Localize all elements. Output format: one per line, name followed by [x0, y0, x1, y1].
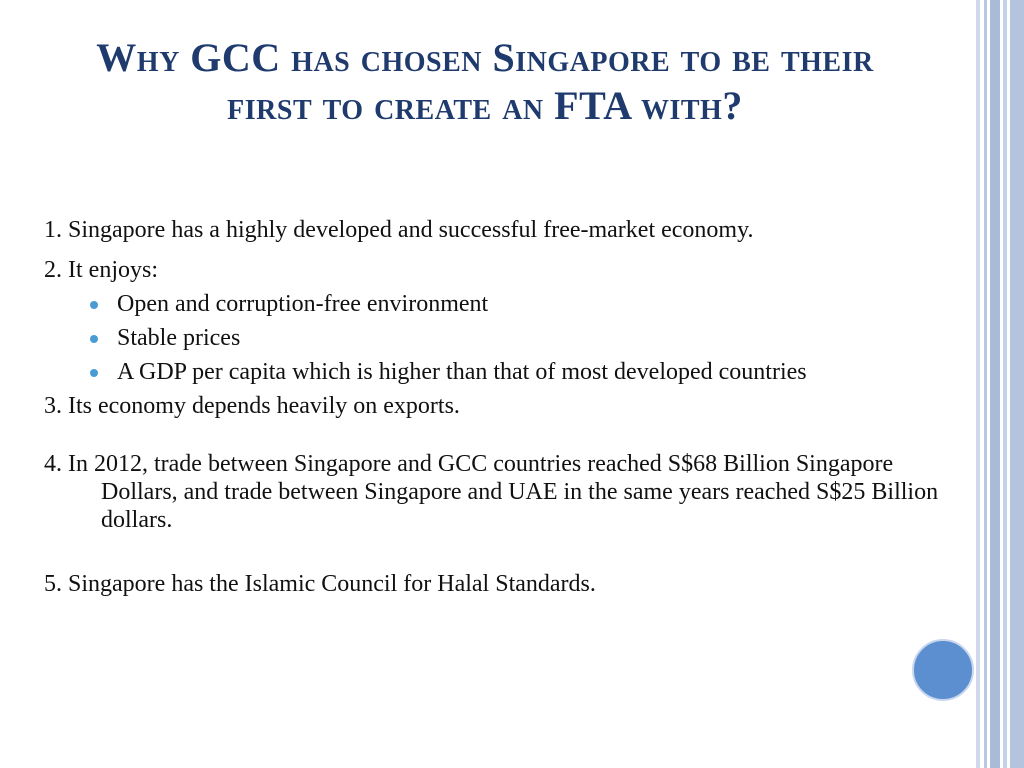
decorative-circle	[912, 639, 974, 701]
slide-title: Why GCC has chosen Singapore to be their first to create an FTA with?	[96, 35, 874, 128]
bullet-icon	[90, 301, 98, 309]
decorative-edge-stripes	[976, 0, 1024, 768]
sub-point-text: Stable prices	[117, 325, 241, 351]
slide-body	[44, 216, 944, 598]
point-5: 5. Singapore has the Islamic Council for Halal Standards.	[44, 571, 596, 597]
bullet-icon	[90, 335, 98, 343]
sub-point	[44, 324, 944, 352]
point-2: 2. It enjoys:	[44, 257, 158, 283]
point-1: 1. Singapore has a highly developed and successful free-market economy.	[44, 217, 754, 243]
sub-point-list	[44, 290, 944, 386]
point-4: 4. In 2012, trade between Singapore and GCC countries reached S$68 Billion Singapore Dollars, and trade between Singapore and UAE in the same years reached S$25 Billion dollars.	[44, 451, 939, 533]
sub-point-text: A GDP per capita which is higher than that of most developed countries	[117, 359, 807, 385]
sub-point-text: Open and corruption-free environment	[117, 291, 489, 317]
stripe	[976, 0, 980, 768]
stripe	[984, 0, 987, 768]
sub-point	[44, 358, 944, 386]
sub-point	[44, 290, 944, 318]
stripe	[1003, 0, 1007, 768]
stripe	[1010, 0, 1024, 768]
stripe	[990, 0, 1000, 768]
bullet-icon	[90, 369, 98, 377]
point-3: 3. Its economy depends heavily on exports.	[44, 393, 460, 419]
